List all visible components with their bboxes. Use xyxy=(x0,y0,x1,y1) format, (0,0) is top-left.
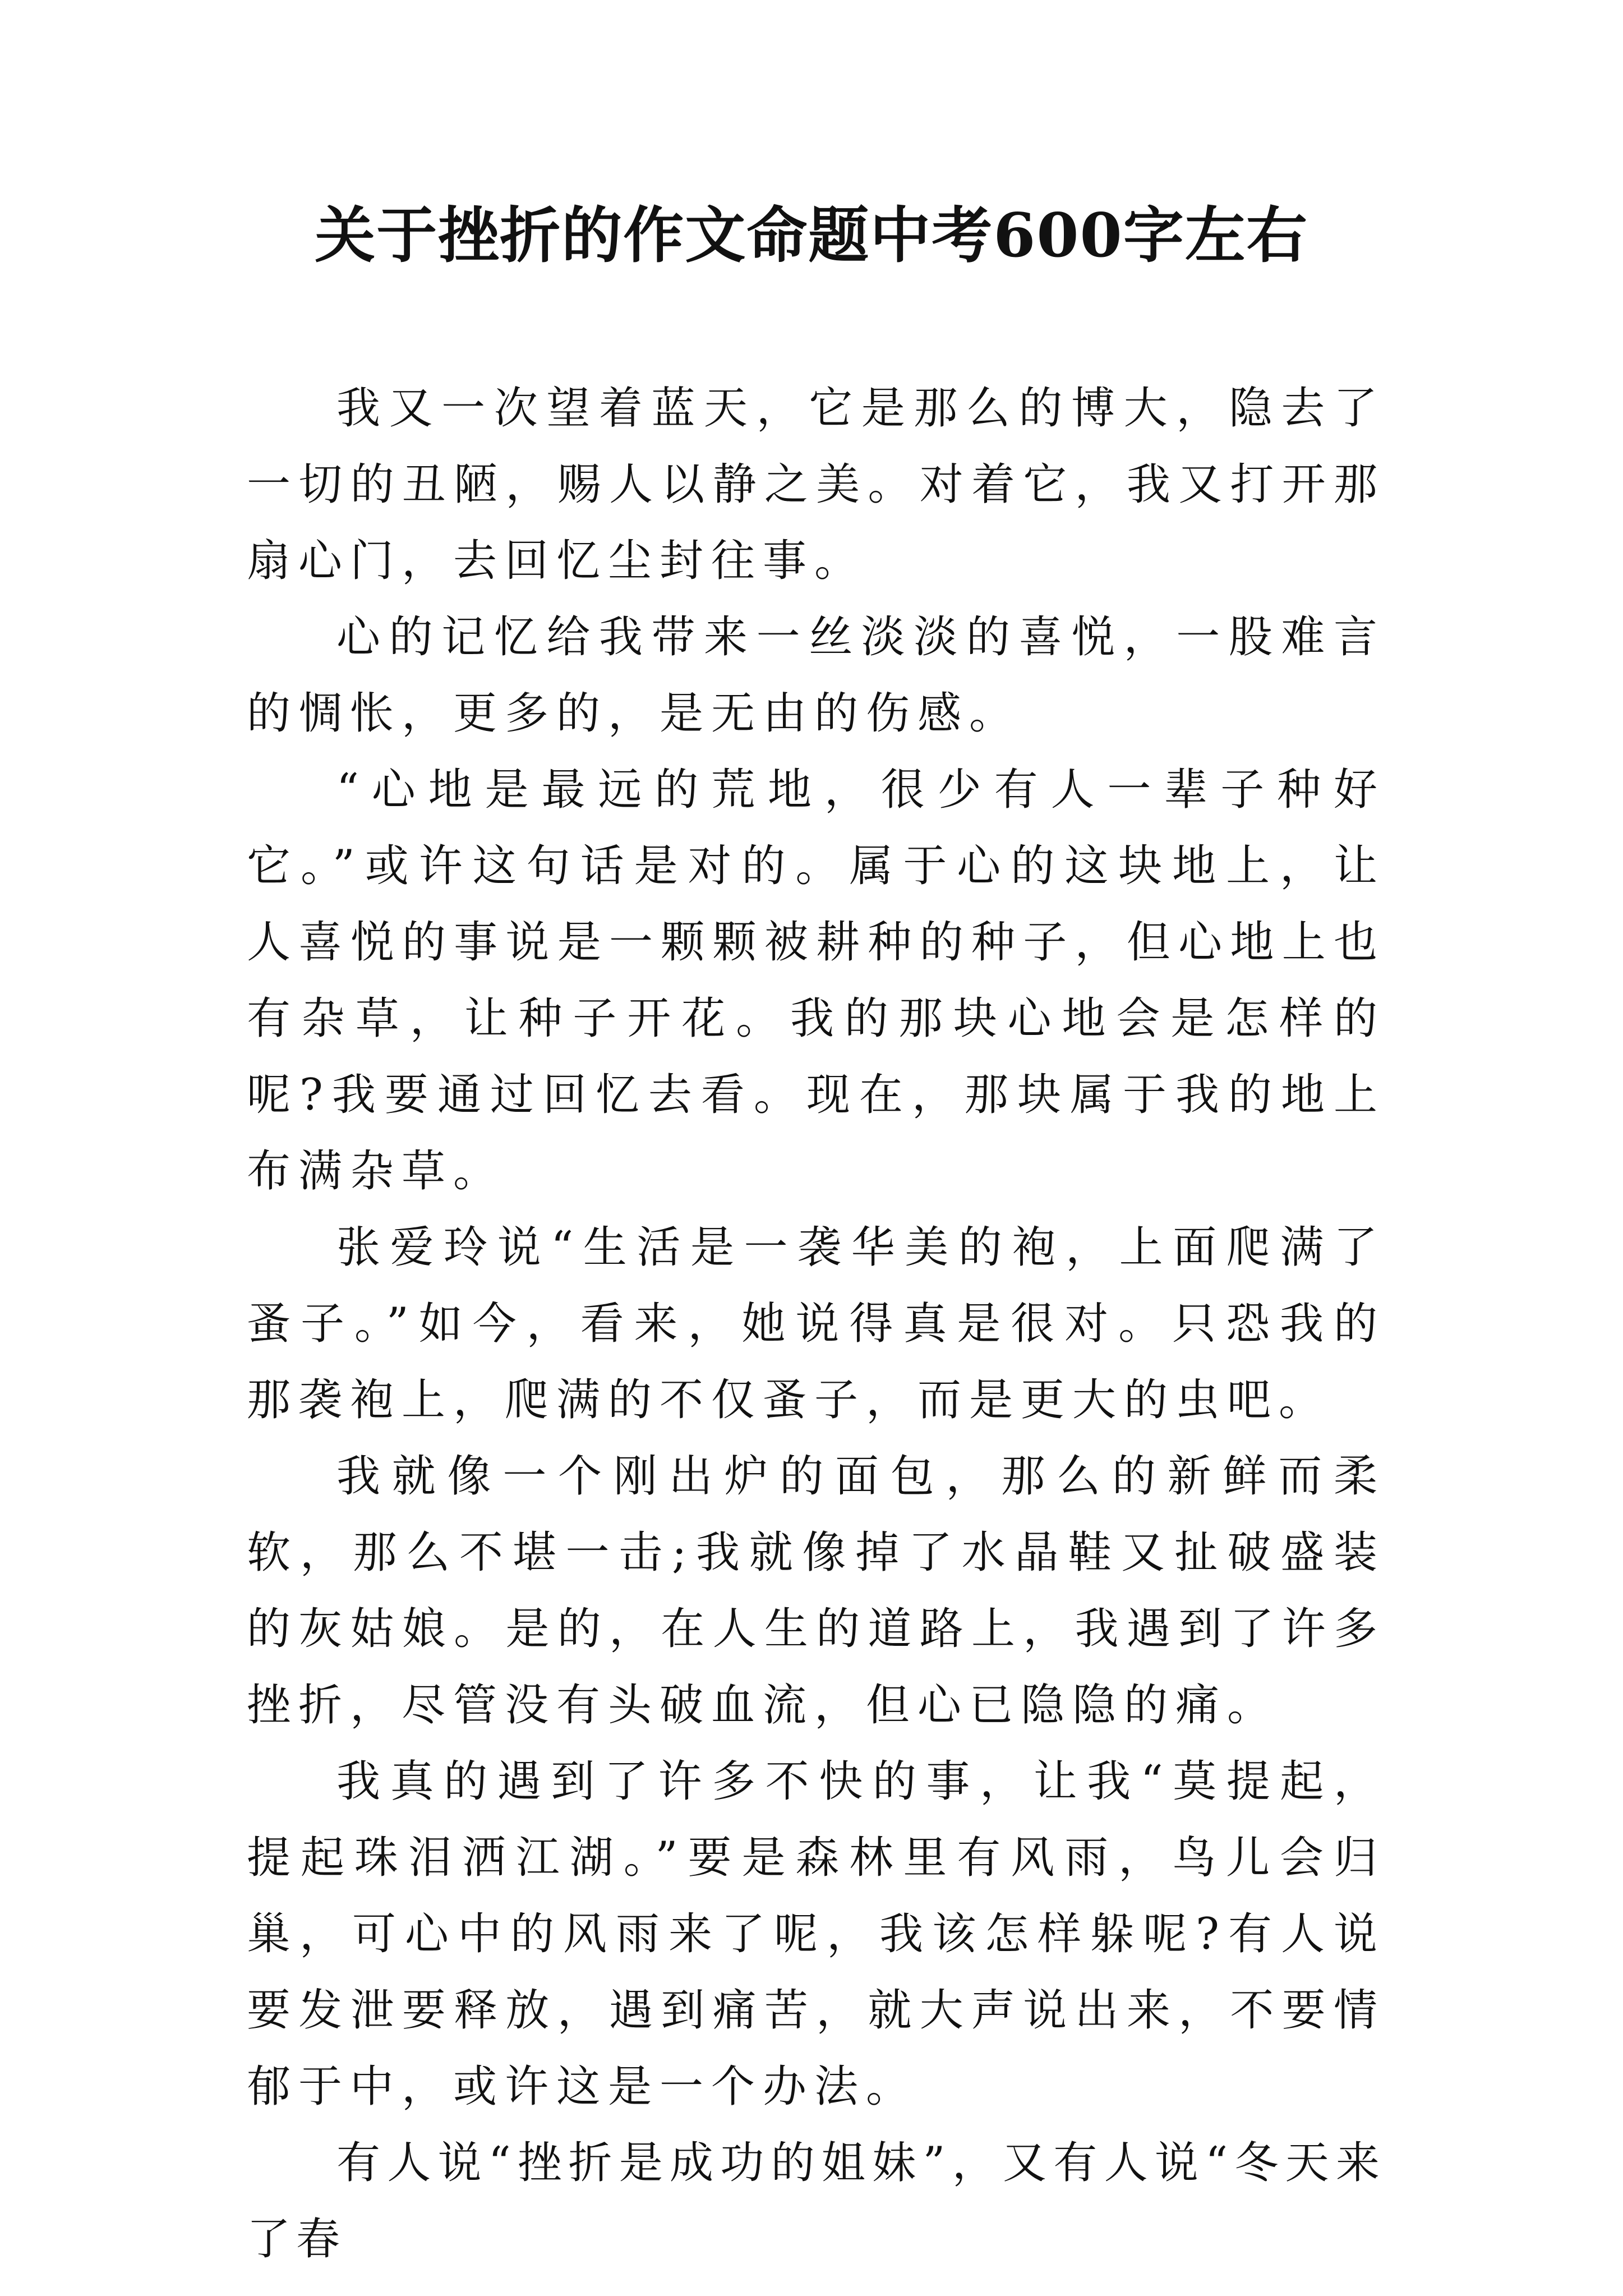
paragraph: 张爱玲说“生活是一袭华美的袍，上面爬满了蚤子。”如今，看来，她说得真是很对。只恐我的那袭袍上，爬满的不仅蚤子，而是更大的虫吧。 xyxy=(247,1222,1385,1425)
paragraph: 我就像一个刚出炉的面包，那么的新鲜而柔软，那么不堪一击;我就像掉了水晶鞋又扯破盛装的灰姑娘。是的，在人生的道路上，我遇到了许多挫折，尽管没有头破血流，但心已隐隐的痛。 xyxy=(247,1451,1385,1731)
paragraph: 我真的遇到了许多不快的事，让我“莫提起，提起珠泪洒江湖。”要是森林里有风雨，鸟儿会归巢，可心中的风雨来了呢，我该怎样躲呢?有人说要发泄要释放，遇到痛苦，就大声说出来，不要情郁于中，或许这是一个办法。 xyxy=(247,1756,1385,2112)
document-title: 关于挫折的作文命题中考600字左右 xyxy=(315,200,1308,271)
document-body xyxy=(247,370,1385,2277)
paragraph: 心的记忆给我带来一丝淡淡的喜悦，一股难言的惆怅，更多的，是无由的伤感。 xyxy=(247,612,1385,739)
paragraph: “心地是最远的荒地，很少有人一辈子种好它。”或许这句话是对的。属于心的这块地上，让人喜悦的事说是一颗颗被耕种的种子，但心地上也有杂草，让种子开花。我的那块心地会是怎样的呢?我要通过回忆去看。现在，那块属于我的地上布满杂草。 xyxy=(247,765,1385,1197)
paragraph: 有人说“挫折是成功的姐妹”，又有人说“冬天来了春 xyxy=(247,2138,1385,2265)
paragraph: 我又一次望着蓝天，它是那么的博大，隐去了一切的丑陋，赐人以静之美。对着它，我又打开那扇心门，去回忆尘封往事。 xyxy=(247,383,1385,586)
